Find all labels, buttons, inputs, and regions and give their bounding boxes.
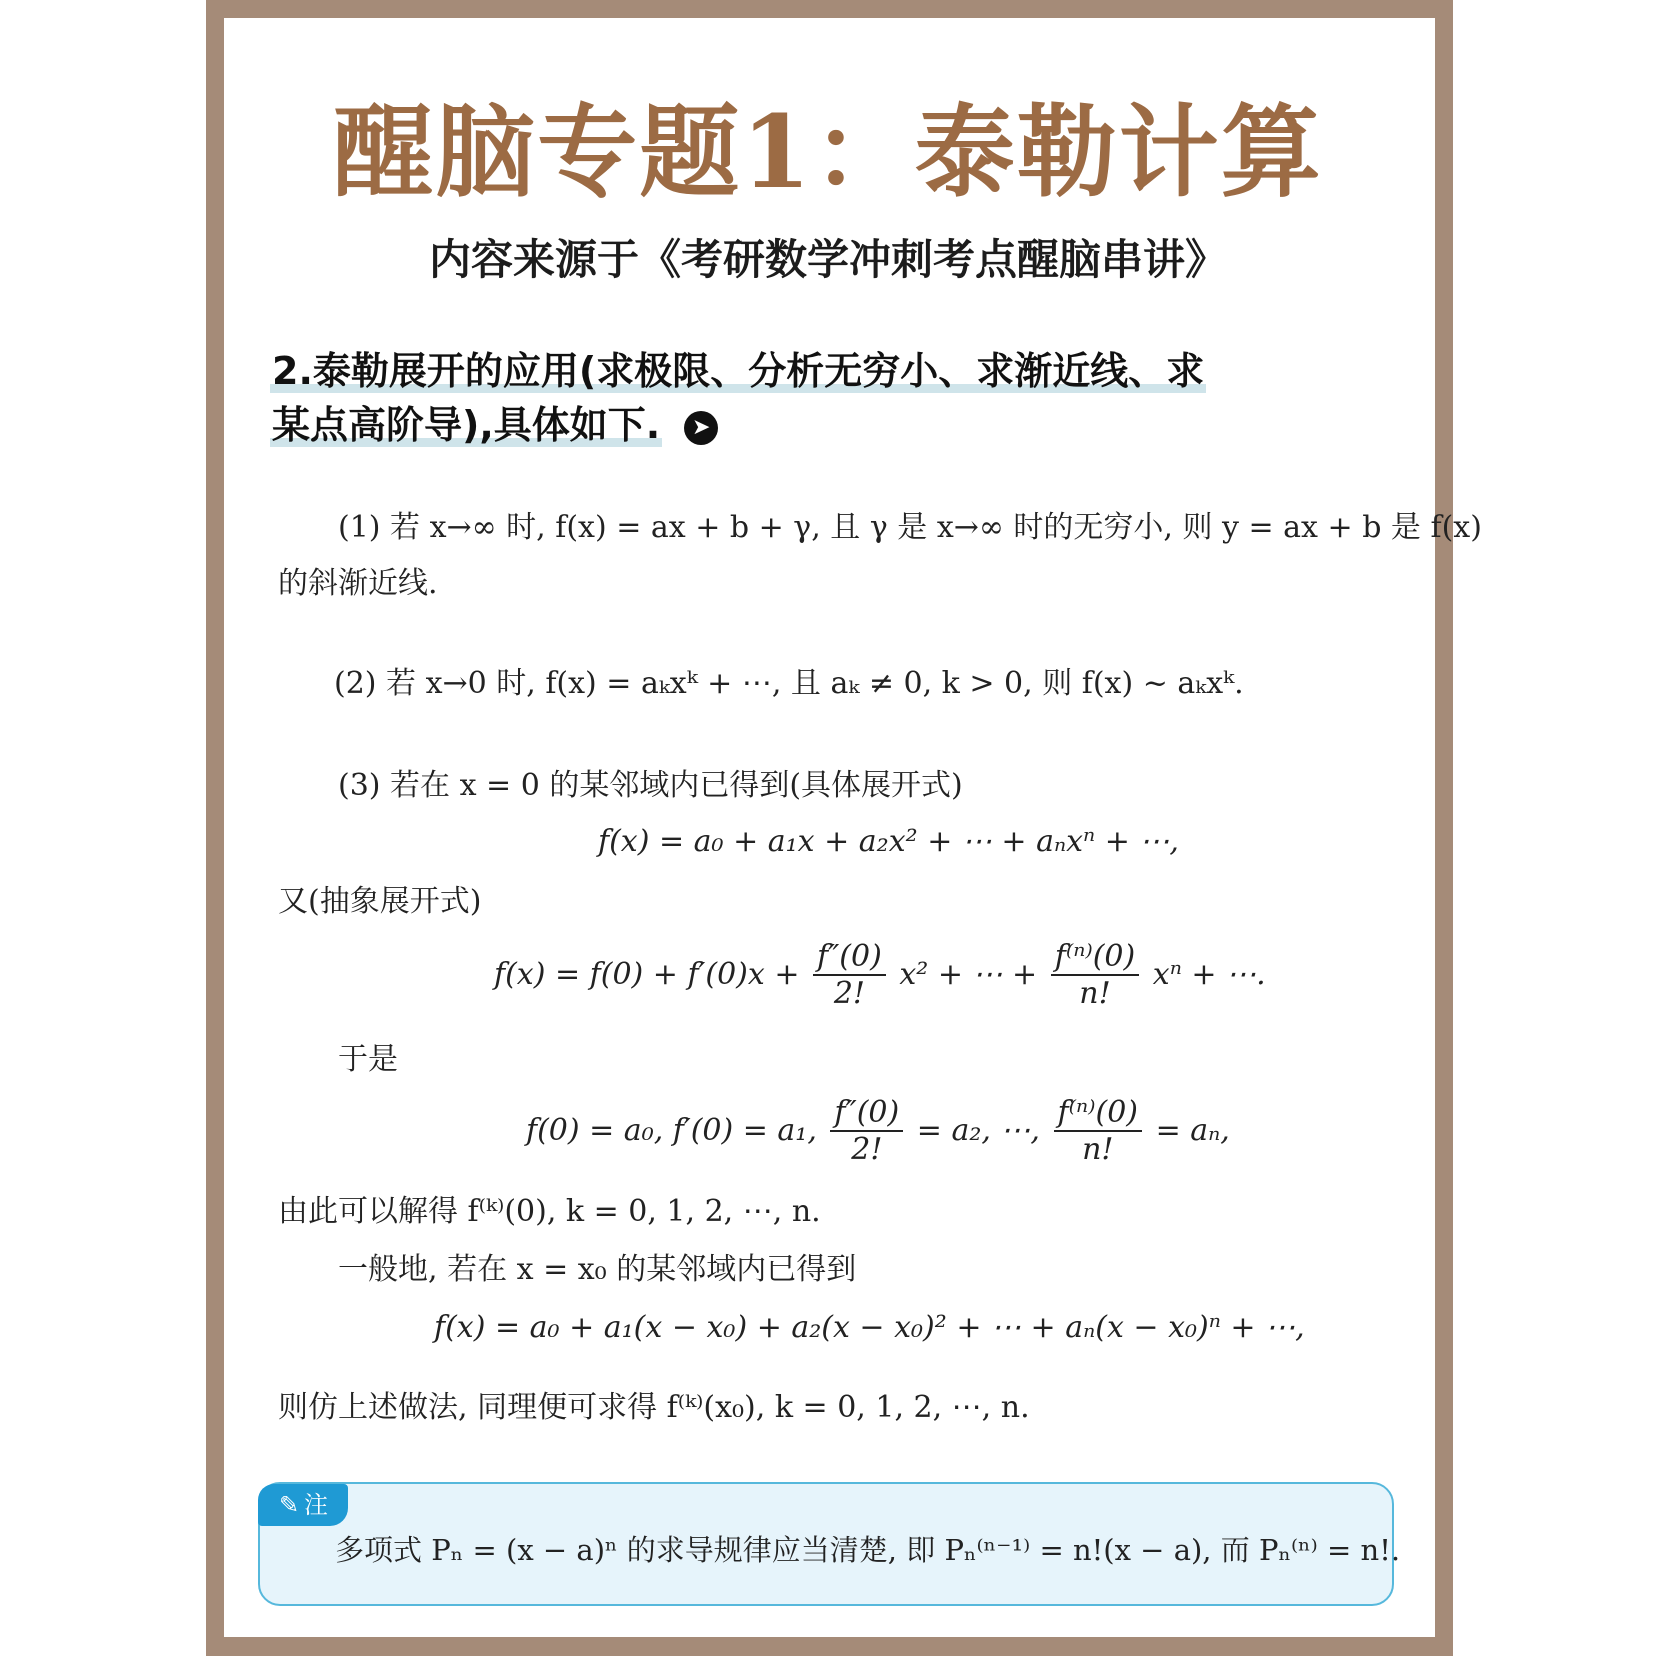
formula3-right: = aₙ, bbox=[1155, 1113, 1230, 1148]
section-heading-line2 bbox=[270, 400, 718, 450]
fraction-second-derivative bbox=[813, 940, 886, 1012]
fraction-numerator: f⁽ⁿ⁾(0) bbox=[1054, 1096, 1143, 1132]
fraction-numerator: f″(0) bbox=[813, 940, 886, 976]
fraction-denominator: n! bbox=[1079, 976, 1111, 1011]
item-1-line-b: 的斜渐近线. bbox=[278, 566, 438, 601]
note-badge bbox=[258, 1484, 348, 1526]
formula2-left: f(x) = f(0) + f′(0)x + bbox=[494, 957, 800, 992]
note-badge-label: 注 bbox=[304, 1491, 328, 1519]
fraction-denominator: n! bbox=[1082, 1132, 1114, 1167]
page-subtitle: 内容来源于《考研数学冲刺考点醒脑串讲》 bbox=[428, 235, 1227, 284]
page-title: 醒脑专题1：泰勒计算 bbox=[333, 93, 1323, 211]
formula3-left: f(0) = a₀, f′(0) = a₁, bbox=[526, 1113, 817, 1148]
final-line: 则仿上述做法, 同理便可求得 f⁽ᵏ⁾(x₀), k = 0, 1, 2, ⋯, n. bbox=[278, 1390, 1030, 1425]
therefore-line: 于是 bbox=[338, 1042, 398, 1077]
arrow-right-icon: ➤ bbox=[684, 411, 718, 445]
fraction-numerator: f″(0) bbox=[830, 1096, 903, 1132]
item-2-line: (2) 若 x→0 时, f(x) = aₖxᵏ + ⋯, 且 aₖ ≠ 0, k > 0, 则 f(x) ~ aₖxᵏ. bbox=[334, 666, 1244, 701]
fraction-numerator: f⁽ⁿ⁾(0) bbox=[1051, 940, 1140, 976]
fraction-nth-derivative bbox=[1054, 1096, 1143, 1168]
formula-abstract-expansion bbox=[494, 940, 1266, 1012]
solve-line: 由此可以解得 f⁽ᵏ⁾(0), k = 0, 1, 2, ⋯, n. bbox=[278, 1194, 821, 1229]
formula3-mid: = a₂, ⋯, bbox=[916, 1113, 1040, 1148]
fraction-second-derivative bbox=[830, 1096, 903, 1168]
formula-coefficients bbox=[526, 1096, 1230, 1168]
formula2-right: xⁿ + ⋯. bbox=[1152, 957, 1266, 992]
pen-note-icon: ✎ bbox=[278, 1491, 300, 1519]
fraction-nth-derivative bbox=[1051, 940, 1140, 1012]
item-3-line: (3) 若在 x = 0 的某邻域内已得到(具体展开式) bbox=[338, 768, 963, 803]
formula-general-expansion: f(x) = a₀ + a₁(x − x₀) + a₂(x − x₀)² + ⋯ + aₙ(x − x₀)ⁿ + ⋯, bbox=[434, 1310, 1305, 1345]
section-heading-line1 bbox=[270, 346, 1206, 396]
abstract-intro: 又(抽象展开式) bbox=[278, 884, 482, 919]
formula-concrete-expansion: f(x) = a₀ + a₁x + a₂x² + ⋯ + aₙxⁿ + ⋯, bbox=[598, 824, 1179, 859]
fraction-denominator: 2! bbox=[851, 1132, 883, 1167]
general-line: 一般地, 若在 x = x₀ 的某邻域内已得到 bbox=[338, 1252, 857, 1287]
section-heading-text-2: 某点高阶导),具体如下. bbox=[272, 403, 661, 447]
note-text: 多项式 Pₙ = (x − a)ⁿ 的求导规律应当清楚, 即 Pₙ⁽ⁿ⁻¹⁾ = n!(x − a), 而 Pₙ⁽ⁿ⁾ = n!. bbox=[335, 1533, 1401, 1567]
fraction-denominator: 2! bbox=[833, 976, 865, 1011]
section-heading-text-1: 2.泰勒展开的应用(求极限、分析无穷小、求渐近线、求 bbox=[272, 349, 1205, 393]
item-1-line-a: (1) 若 x→∞ 时, f(x) = ax + b + γ, 且 γ 是 x→∞ 时的无穷小, 则 y = ax + b 是 f(x) bbox=[338, 510, 1482, 545]
formula2-mid: x² + ⋯ + bbox=[899, 957, 1038, 992]
